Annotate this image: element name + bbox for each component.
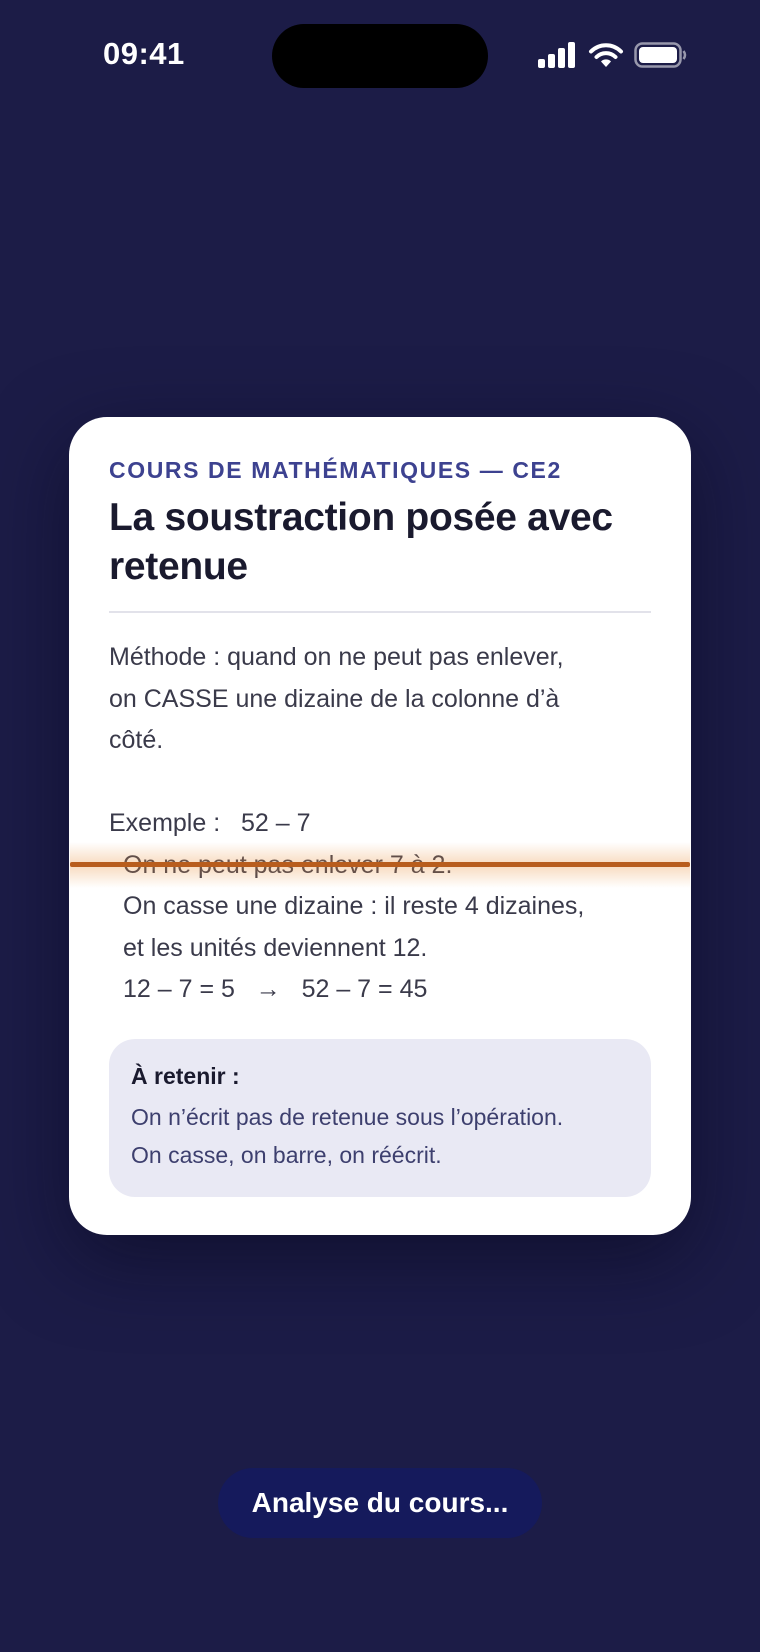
- wifi-icon: [588, 42, 624, 68]
- paragraph-gap: [109, 762, 649, 804]
- memo-box: [109, 1039, 651, 1197]
- course-subject: COURS DE MATHÉMATIQUES — CE2: [109, 457, 562, 483]
- status-icons: [538, 40, 688, 70]
- dynamic-island: [272, 24, 488, 88]
- example-line: et les unités deviennent 12.: [123, 933, 428, 962]
- course-title: La soustraction posée avec retenue: [109, 496, 613, 588]
- title-divider: [109, 611, 651, 613]
- scan-line: [70, 862, 690, 867]
- status-time: 09:41: [103, 36, 185, 71]
- memo-title: À retenir :: [131, 1063, 240, 1089]
- course-card: [69, 417, 691, 1235]
- method-line: Méthode : quand on ne peut pas enlever,: [109, 643, 564, 671]
- example-result-line: 12 – 7 = 5 → 52 – 7 = 45: [123, 975, 428, 1003]
- example-line: On casse une dizaine : il reste 4 dizaines,: [123, 892, 585, 920]
- battery-icon: [634, 42, 688, 68]
- example-header: Exemple : 52 – 7: [109, 809, 311, 837]
- memo-line: On n’écrit pas de retenue sous l’opération.: [131, 1104, 564, 1130]
- memo-line: On casse, on barre, on réécrit.: [131, 1142, 442, 1168]
- method-line: côté.: [109, 726, 164, 754]
- course-body: [109, 637, 649, 1011]
- method-line: on CASSE une dizaine de la colonne d’à: [109, 684, 560, 713]
- analysis-status-pill: Analyse du cours...: [218, 1468, 542, 1538]
- cellular-signal-icon: [538, 42, 578, 68]
